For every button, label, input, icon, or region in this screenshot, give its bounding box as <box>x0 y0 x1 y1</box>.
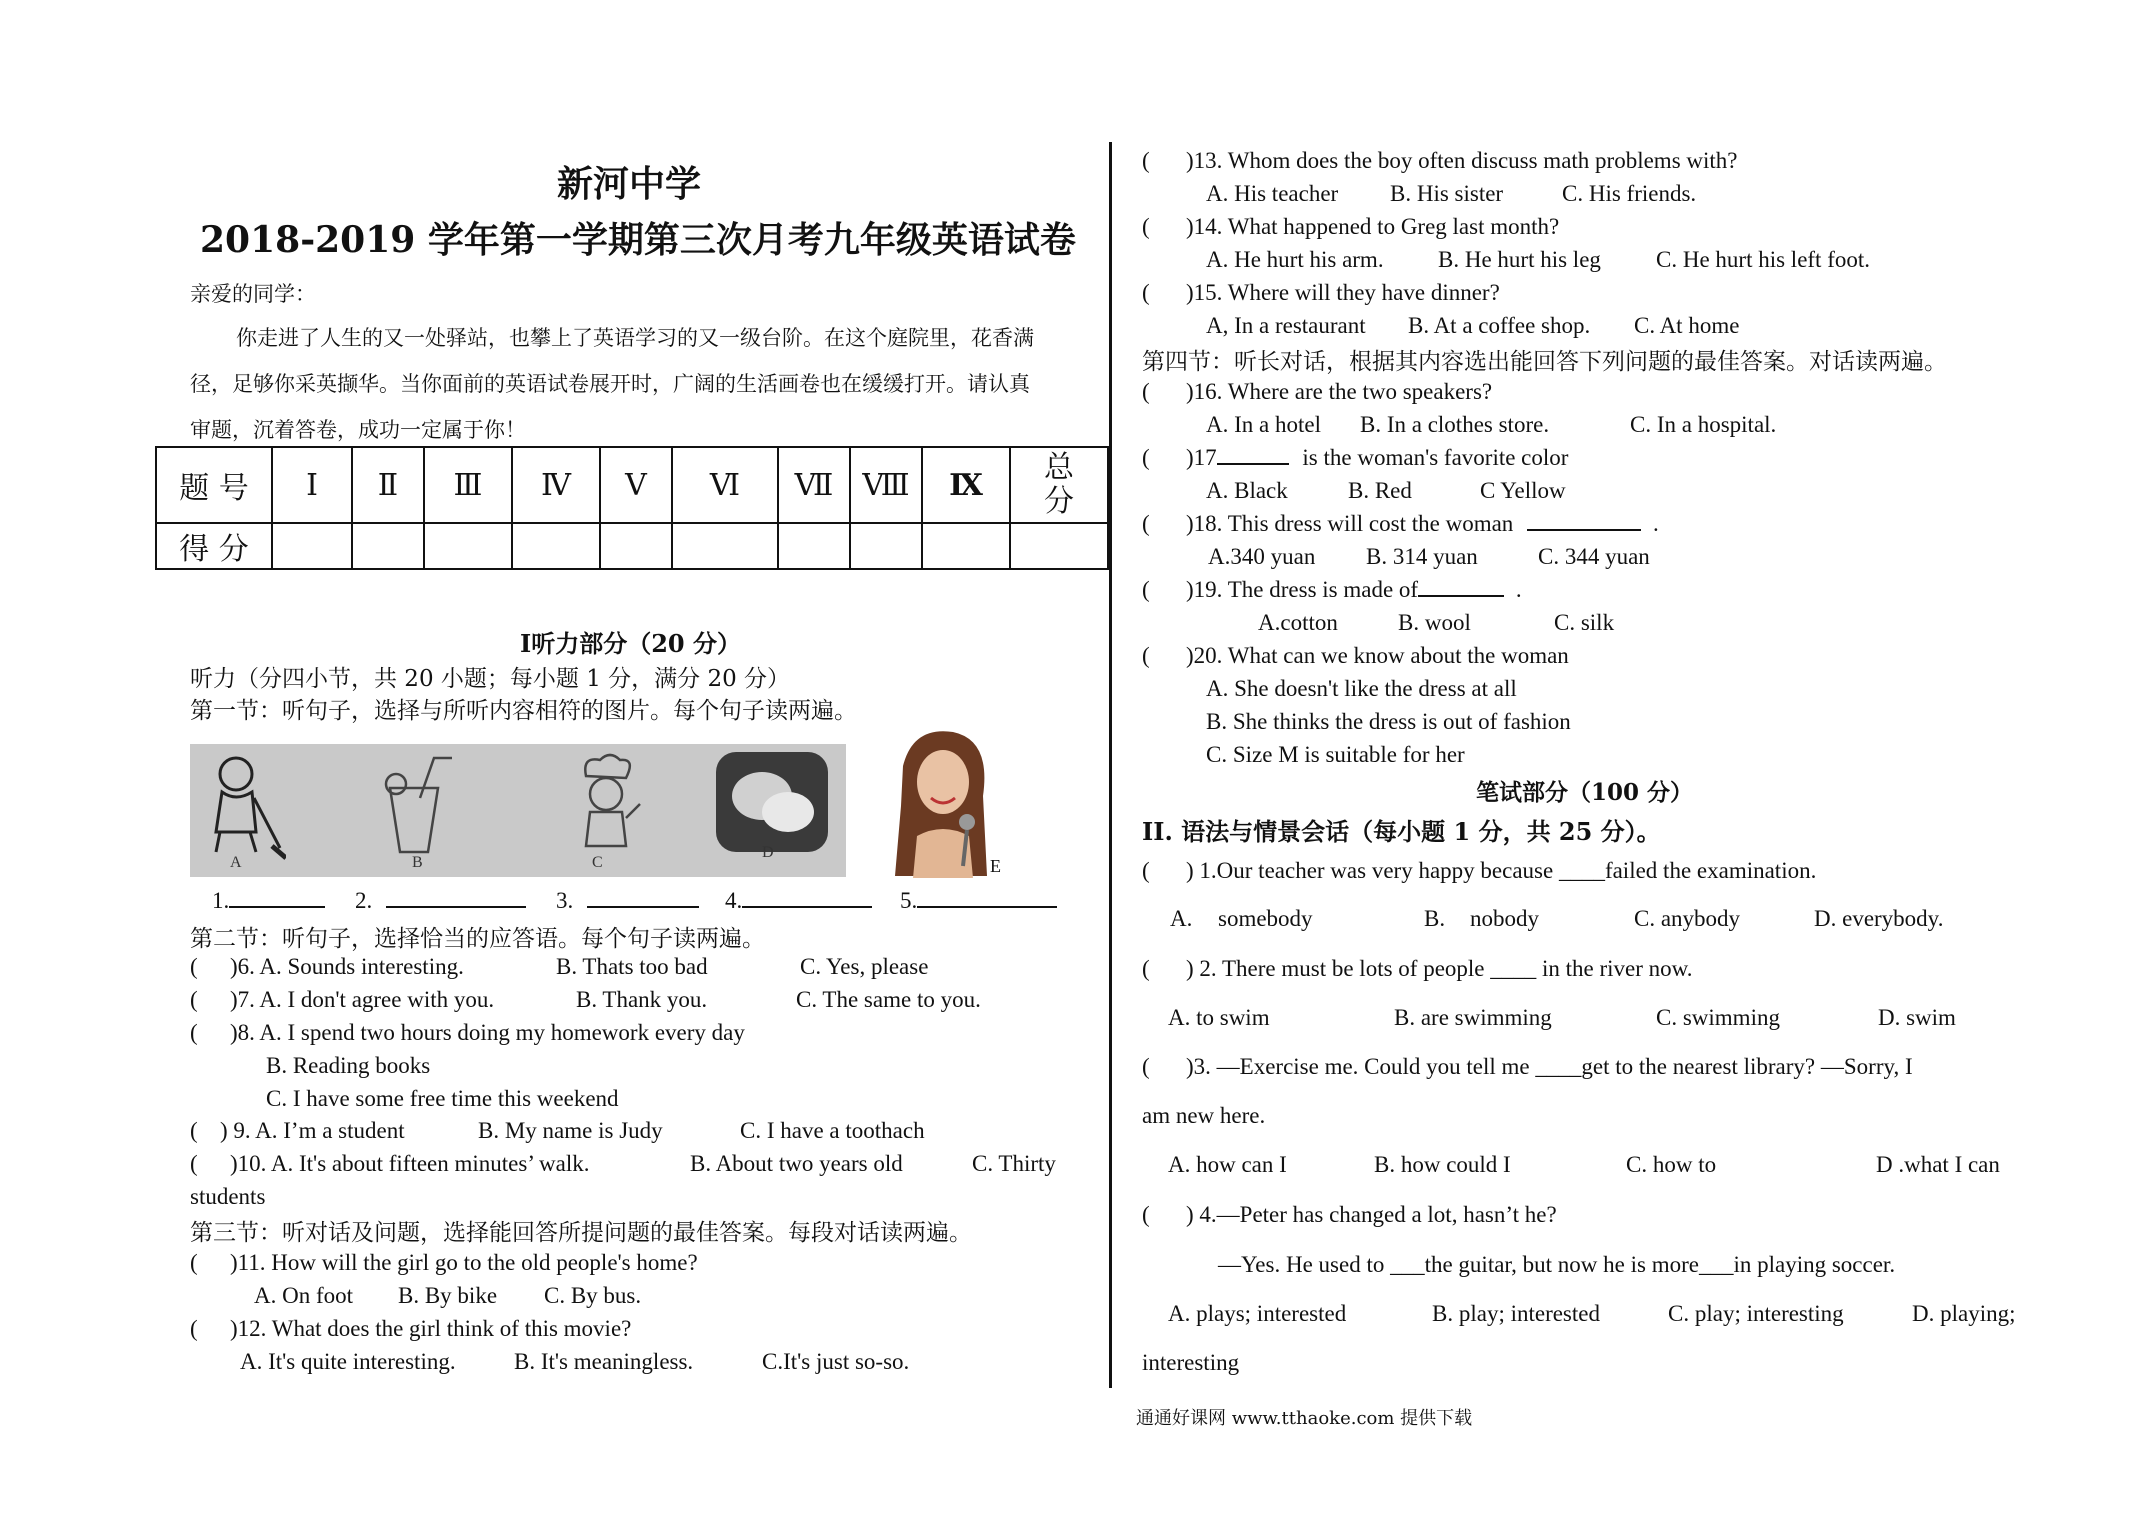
pic-c-label: C <box>592 854 603 871</box>
g3-a: A. how can I <box>1168 1152 1287 1177</box>
paren[interactable]: ( <box>1142 214 1150 239</box>
question-17 <box>1142 445 1568 471</box>
blank-4[interactable] <box>742 906 872 908</box>
q18-blank[interactable] <box>1527 529 1641 531</box>
q10-a: )10. A. It's about fifteen minutes’ walk. <box>230 1151 590 1176</box>
blank-3[interactable] <box>587 906 699 908</box>
question-18 <box>1142 511 1659 537</box>
q7-b: B. Thank you. <box>576 987 708 1012</box>
section-4-instructions: 第四节：听长对话，根据其内容选出能回答下列问题的最佳答案。对话读两遍。 <box>1142 349 1947 375</box>
written-heading: 笔试部分（100 分） <box>1476 779 1694 806</box>
score-cell[interactable] <box>672 523 778 569</box>
q14-c: C. He hurt his left foot. <box>1656 247 1870 272</box>
paren[interactable]: ( <box>190 954 198 979</box>
grammar-q1 <box>1142 858 1816 884</box>
g4-a: A. plays; interested <box>1168 1301 1347 1326</box>
intro-line-3: 审题，沉着答卷，成功一定属于你！ <box>190 418 526 442</box>
score-cell[interactable] <box>1010 523 1108 569</box>
greeting: 亲爱的同学： <box>190 282 316 306</box>
paren[interactable]: ( <box>1142 1054 1150 1079</box>
q7-a: )7. A. I don't agree with you. <box>230 987 495 1012</box>
score-row2-label: 得 分 <box>156 523 272 569</box>
blank-2[interactable] <box>386 906 526 908</box>
q19-blank[interactable] <box>1418 595 1504 597</box>
section-1-instructions: 第一节：听句子，选择与所听内容相符的图片。每个句子读两遍。 <box>190 698 857 724</box>
g3-text: )3. —Exercise me. Could you tell me ____get to the nearest library? —Sorry, I <box>1186 1054 1913 1079</box>
q8-c: C. I have some free time this weekend <box>266 1086 619 1111</box>
q9-c: C. I have a toothach <box>740 1118 925 1143</box>
paren[interactable]: ( <box>190 1151 198 1176</box>
g3-cont: am new here. <box>1142 1103 1266 1128</box>
score-cell[interactable] <box>600 523 672 569</box>
grammar-q2 <box>1142 956 1693 982</box>
paren[interactable]: ( <box>190 987 198 1012</box>
question-15 <box>1142 280 1500 306</box>
q15-b: B. At a coffee shop. <box>1408 313 1591 338</box>
q11-a: A. On foot <box>254 1283 354 1308</box>
question-11 <box>190 1250 698 1276</box>
question-6 <box>190 954 464 980</box>
paren[interactable]: ( <box>1142 577 1150 602</box>
paren[interactable]: ( <box>1142 956 1150 981</box>
q10-c-cont: students <box>190 1184 266 1209</box>
paren[interactable]: ( <box>190 1316 198 1341</box>
q19-b: B. wool <box>1398 610 1471 635</box>
g2-text: ) 2. There must be lots of people ____ in the river now. <box>1186 956 1693 981</box>
q12-b: B. It's meaningless. <box>514 1349 694 1374</box>
q16-c: C. In a hospital. <box>1630 412 1777 437</box>
question-14 <box>1142 214 1559 240</box>
listening-heading: Ⅰ听力部分（20 分） <box>520 629 741 658</box>
score-col-9: Ⅸ <box>922 447 1010 523</box>
g1-d: D. everybody. <box>1814 906 1944 931</box>
q13-b: B. His sister <box>1390 181 1504 206</box>
question-13 <box>1142 148 1738 174</box>
q9-b: B. My name is Judy <box>478 1118 663 1143</box>
blank-5-label: 5. <box>900 888 918 913</box>
q15-c: C. At home <box>1634 313 1740 338</box>
score-col-2: Ⅱ <box>352 447 424 523</box>
answer-blanks <box>212 888 1057 914</box>
paren[interactable]: ( <box>1142 858 1150 883</box>
q16-a: A. In a hotel <box>1206 412 1321 437</box>
blank-3-label: 3. <box>556 888 574 913</box>
exam-title: 2018-2019 学年第一学期第三次月考九年级英语试卷 <box>200 219 1076 261</box>
g4-d-cont: interesting <box>1142 1350 1240 1375</box>
q18-text: )18. This dress will cost the woman <box>1186 511 1514 536</box>
paren[interactable]: ( <box>1142 511 1150 536</box>
score-col-5: Ⅴ <box>600 447 672 523</box>
q17-num: )17 <box>1186 445 1217 470</box>
q18-a: A.340 yuan <box>1208 544 1316 569</box>
score-row-label: 题 号 <box>156 447 272 523</box>
q12-a: A. It's quite interesting. <box>240 1349 456 1374</box>
g2-c: C. swimming <box>1656 1005 1780 1030</box>
paren[interactable]: ( <box>1142 148 1150 173</box>
blank-2-label: 2. <box>355 888 373 913</box>
q6-c: C. Yes, please <box>800 954 929 979</box>
q19-a: A.cotton <box>1258 610 1338 635</box>
paren[interactable]: ( <box>190 1118 198 1143</box>
grammar-q4 <box>1142 1202 1557 1228</box>
q11-text: )11. How will the girl go to the old people's home? <box>230 1250 698 1275</box>
q8-b: B. Reading books <box>266 1053 431 1078</box>
paren[interactable]: ( <box>1142 1202 1150 1227</box>
blank-1-label: 1. <box>212 888 230 913</box>
pic-b-drink-icon <box>370 748 460 868</box>
g2-d: D. swim <box>1878 1005 1956 1030</box>
paren[interactable]: ( <box>190 1250 198 1275</box>
q13-c: C. His friends. <box>1562 181 1697 206</box>
q18-b: B. 314 yuan <box>1366 544 1478 569</box>
pic-e-singer-icon <box>883 726 1003 878</box>
paren[interactable]: ( <box>190 1020 198 1045</box>
intro-line-2: 径，足够你采英撷华。当你面前的英语试卷展开时，广阔的生活画卷也在缓缓打开。请认真 <box>190 372 1030 396</box>
pic-a-sweeping-icon <box>196 748 286 868</box>
g3-b: B. how could I <box>1374 1152 1511 1177</box>
g1-b: nobody <box>1470 906 1539 931</box>
intro-line-1: 你走进了人生的又一处驿站，也攀上了英语学习的又一级台阶。在这个庭院里，花香满 <box>236 326 1034 350</box>
g1-a: somebody <box>1218 906 1313 931</box>
q9-a: ) 9. A. I’m a student <box>220 1118 405 1143</box>
q20-a: A. She doesn't like the dress at all <box>1206 676 1517 701</box>
score-cell[interactable] <box>922 523 1010 569</box>
question-9 <box>190 1118 405 1144</box>
g4-c: C. play; interesting <box>1668 1301 1844 1326</box>
q19-text: )19. The dress is made of <box>1186 577 1419 602</box>
question-16 <box>1142 379 1492 405</box>
paren[interactable]: ( <box>1142 643 1150 668</box>
score-cell[interactable] <box>352 523 424 569</box>
pic-a-label: A <box>230 854 242 871</box>
q8-a: )8. A. I spend two hours doing my homework every day <box>230 1020 745 1045</box>
score-cell[interactable] <box>424 523 512 569</box>
grammar-heading: II. 语法与情景会话（每小题 1 分，共 25 分）。 <box>1142 817 1661 846</box>
q15-text: )15. Where will they have dinner? <box>1186 280 1500 305</box>
q20-text: )20. What can we know about the woman <box>1186 643 1569 668</box>
g4-b: B. play; interested <box>1432 1301 1600 1326</box>
q11-b: B. By bike <box>398 1283 498 1308</box>
pic-e-label: E <box>990 856 1001 876</box>
q6-a: )6. A. Sounds interesting. <box>230 954 464 979</box>
g3-c: C. how to <box>1626 1152 1717 1177</box>
paren[interactable]: ( <box>1142 379 1150 404</box>
q16-b: B. In a clothes store. <box>1360 412 1550 437</box>
paren[interactable]: ( <box>1142 280 1150 305</box>
score-col-4: Ⅳ <box>512 447 600 523</box>
g1-b-letter: B. <box>1424 906 1446 931</box>
q17-b: B. Red <box>1348 478 1412 503</box>
score-col-6: Ⅵ <box>672 447 778 523</box>
score-cell[interactable] <box>778 523 850 569</box>
blank-5[interactable] <box>917 906 1057 908</box>
q16-text: )16. Where are the two speakers? <box>1186 379 1493 404</box>
q17-a: A. Black <box>1206 478 1288 503</box>
question-19 <box>1142 577 1522 603</box>
q17-blank[interactable] <box>1217 463 1289 465</box>
q15-a: A, In a restaurant <box>1206 313 1366 338</box>
score-col-3: Ⅲ <box>424 447 512 523</box>
q14-text: )14. What happened to Greg last month? <box>1186 214 1560 239</box>
q17-text: is the woman's favorite color <box>1302 445 1569 470</box>
g4-d: D. playing; <box>1912 1301 2016 1326</box>
q20-b: B. She thinks the dress is out of fashion <box>1206 709 1571 734</box>
score-cell[interactable] <box>850 523 922 569</box>
g1-text: ) 1.Our teacher was very happy because ____failed the examination. <box>1186 858 1817 883</box>
score-col-8: Ⅷ <box>850 447 922 523</box>
score-table <box>155 446 1109 570</box>
q7-c: C. The same to you. <box>796 987 981 1012</box>
question-20 <box>1142 643 1569 669</box>
pic-c-chef-icon <box>560 748 650 868</box>
g4-text: ) 4.—Peter has changed a lot, hasn’t he? <box>1186 1202 1557 1227</box>
q17-c: C Yellow <box>1480 478 1566 503</box>
q14-a: A. He hurt his arm. <box>1206 247 1384 272</box>
score-cell[interactable] <box>512 523 600 569</box>
listening-intro: 听力（分四小节，共 20 小题；每小题 1 分，满分 20 分） <box>190 666 791 692</box>
question-7 <box>190 987 494 1013</box>
q10-c: C. Thirty <box>972 1151 1056 1176</box>
section-3-instructions: 第三节：听对话及问题，选择能回答所提问题的最佳答案。每段对话读两遍。 <box>190 1220 972 1246</box>
paren[interactable]: ( <box>1142 445 1150 470</box>
question-12 <box>190 1316 631 1342</box>
score-col-total <box>1010 447 1108 523</box>
q19-end: . <box>1515 577 1522 602</box>
q10-b: B. About two years old <box>690 1151 903 1176</box>
q12-c: C.It's just so-so. <box>762 1349 910 1374</box>
listening-pictures <box>190 744 846 877</box>
total-top: 总 <box>1044 450 1074 485</box>
q19-c: C. silk <box>1554 610 1615 635</box>
score-col-1: Ⅰ <box>272 447 352 523</box>
q14-b: B. He hurt his leg <box>1438 247 1601 272</box>
school-title: 新河中学 <box>557 163 702 205</box>
blank-1[interactable] <box>229 906 325 908</box>
q12-text: )12. What does the girl think of this movie? <box>230 1316 632 1341</box>
grammar-q3 <box>1142 1054 1913 1080</box>
g1-c: C. anybody <box>1634 906 1741 931</box>
q13-text: )13. Whom does the boy often discuss math problems with? <box>1186 148 1738 173</box>
footer-text: 通通好课网 www.tthaoke.com 提供下载 <box>1136 1408 1473 1429</box>
g2-b: B. are swimming <box>1394 1005 1552 1030</box>
g3-d: D .what I can <box>1876 1152 2000 1177</box>
q20-c: C. Size M is suitable for her <box>1206 742 1465 767</box>
g4-dialog: —Yes. He used to ___the guitar, but now he is more___in playing soccer. <box>1218 1252 1896 1277</box>
total-bottom: 分 <box>1044 484 1074 519</box>
column-divider <box>1109 142 1112 1388</box>
question-10 <box>190 1151 590 1177</box>
question-8 <box>190 1020 745 1046</box>
q13-a: A. His teacher <box>1206 181 1339 206</box>
q11-c: C. By bus. <box>544 1283 642 1308</box>
q18-end: . <box>1653 511 1659 536</box>
pic-b-label: B <box>412 854 423 871</box>
q18-c: C. 344 yuan <box>1538 544 1650 569</box>
score-cell[interactable] <box>272 523 352 569</box>
blank-4-label: 4. <box>725 888 743 913</box>
pic-d-label: D <box>762 844 774 861</box>
section-2-instructions: 第二节：听句子，选择恰当的应答语。每个句子读两遍。 <box>190 926 765 952</box>
g1-a-letter: A. <box>1170 906 1193 931</box>
score-col-7: Ⅶ <box>778 447 850 523</box>
g2-a: A. to swim <box>1168 1005 1270 1030</box>
q6-b: B. Thats too bad <box>556 954 708 979</box>
